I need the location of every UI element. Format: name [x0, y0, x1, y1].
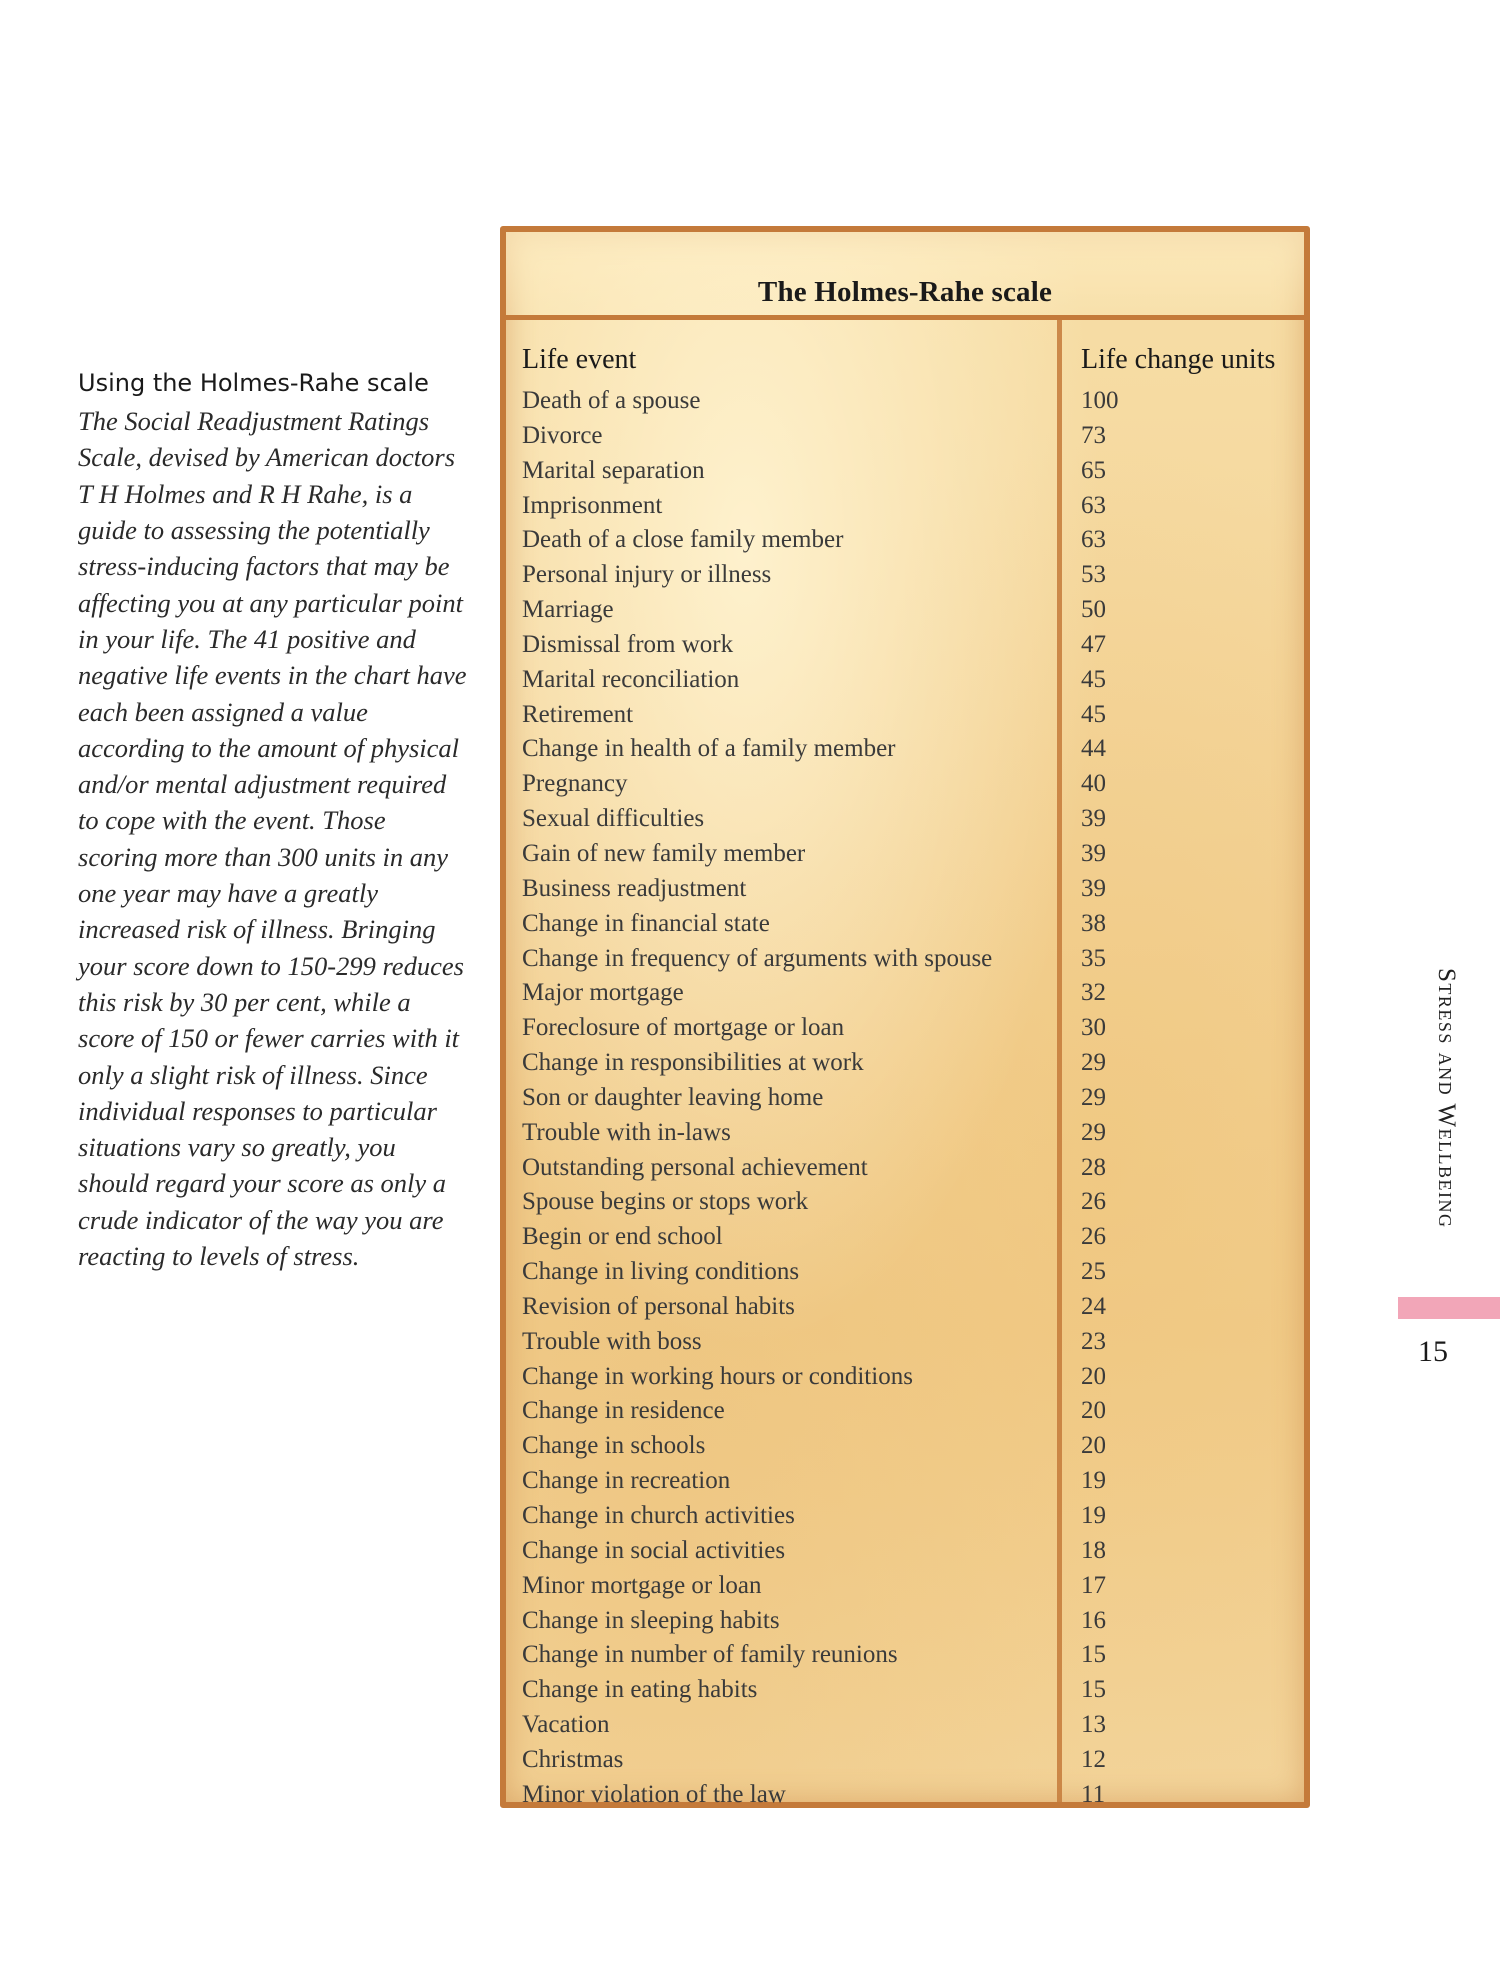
- table-row: [506, 1325, 1304, 1360]
- table-row: [506, 1778, 1304, 1813]
- life-event: Outstanding personal achievement: [522, 1153, 868, 1181]
- table-row: [506, 767, 1304, 802]
- life-change-units: 20: [1081, 1362, 1106, 1390]
- life-event: Change in number of family reunions: [522, 1641, 898, 1669]
- life-event: Death of a close family member: [522, 526, 844, 554]
- life-event: Divorce: [522, 421, 603, 449]
- column-header-units: Life change units: [1081, 344, 1276, 375]
- life-change-units: 20: [1081, 1432, 1106, 1460]
- life-change-units: 29: [1081, 1118, 1106, 1146]
- table-row: [506, 1464, 1304, 1499]
- table-title: The Holmes-Rahe scale: [757, 276, 1053, 308]
- life-event: Vacation: [522, 1711, 610, 1739]
- life-change-units: 45: [1081, 700, 1106, 728]
- life-event: Change in recreation: [522, 1467, 731, 1495]
- life-change-units: 15: [1081, 1676, 1106, 1704]
- table-row: [506, 1534, 1304, 1569]
- life-change-units: 65: [1081, 456, 1106, 484]
- life-change-units: 44: [1081, 735, 1106, 763]
- life-event: Sexual difficulties: [522, 805, 705, 833]
- section-label-text: Stress and Wellbeing: [1433, 968, 1460, 1229]
- life-event: Change in church activities: [522, 1502, 795, 1529]
- life-change-units: 28: [1081, 1153, 1106, 1181]
- table-row: [506, 1151, 1304, 1186]
- life-event: Change in social activities: [522, 1536, 786, 1564]
- table-row: [506, 1255, 1304, 1290]
- table-row: [506, 454, 1304, 489]
- life-change-units: 26: [1081, 1188, 1106, 1216]
- table-row: [506, 976, 1304, 1011]
- table-row: [506, 837, 1304, 872]
- table-row: [506, 942, 1304, 977]
- section-tab-marker: [1398, 1297, 1500, 1319]
- life-event: Spouse begins or stops work: [522, 1188, 809, 1216]
- life-event: Change in health of a family member: [522, 735, 896, 763]
- life-event: Revision of personal habits: [522, 1292, 795, 1320]
- life-event: Pregnancy: [522, 770, 628, 798]
- life-event: Business readjustment: [522, 874, 747, 902]
- table-row: [506, 1569, 1304, 1604]
- life-change-units: 53: [1081, 561, 1106, 589]
- table-row: [506, 593, 1304, 628]
- life-change-units: 39: [1081, 839, 1106, 867]
- table-row: [506, 558, 1304, 593]
- life-change-units: 11: [1081, 1780, 1106, 1808]
- table-row: [506, 802, 1304, 837]
- table-row: [506, 1743, 1304, 1778]
- life-change-units: 19: [1081, 1502, 1106, 1529]
- life-change-units: 45: [1081, 665, 1106, 693]
- life-change-units: 50: [1081, 596, 1106, 624]
- column-header-event: Life event: [522, 344, 637, 375]
- life-event: Trouble with in-laws: [522, 1118, 731, 1146]
- table-row: [506, 1499, 1304, 1534]
- life-change-units: 16: [1081, 1606, 1106, 1634]
- life-change-units: 39: [1081, 874, 1106, 902]
- life-change-units: 63: [1081, 526, 1106, 554]
- table-row: [506, 732, 1304, 767]
- table-row: [506, 663, 1304, 698]
- table-row: [506, 1604, 1304, 1639]
- life-change-units: 32: [1081, 979, 1106, 1007]
- life-event: Marriage: [522, 596, 614, 624]
- life-event: Christmas: [522, 1745, 624, 1773]
- table-row: [506, 1708, 1304, 1743]
- life-change-units: 30: [1081, 1014, 1106, 1042]
- life-event: Gain of new family member: [522, 839, 806, 867]
- table-row: [506, 1011, 1304, 1046]
- life-event: Death of a spouse: [522, 387, 701, 414]
- life-event: Change in responsibilities at work: [522, 1049, 864, 1077]
- life-change-units: 29: [1081, 1049, 1106, 1077]
- life-change-units: 23: [1081, 1327, 1106, 1355]
- life-change-units: 24: [1081, 1292, 1106, 1320]
- life-event: Marital separation: [522, 456, 705, 484]
- table-row: [506, 1394, 1304, 1429]
- life-change-units: 63: [1081, 491, 1106, 519]
- life-event: Imprisonment: [522, 491, 663, 519]
- life-event: Change in frequency of arguments with spouse: [522, 944, 993, 972]
- life-change-units: 25: [1081, 1258, 1106, 1286]
- life-event: Change in sleeping habits: [522, 1606, 780, 1634]
- table-row: [506, 698, 1304, 733]
- life-event: Change in financial state: [522, 909, 770, 937]
- life-change-units: 47: [1081, 630, 1106, 658]
- life-event: Change in residence: [522, 1397, 725, 1425]
- life-change-units: 26: [1081, 1223, 1106, 1251]
- life-event: Son or daughter leaving home: [522, 1083, 824, 1111]
- table-row: [506, 523, 1304, 558]
- holmes-rahe-table: [500, 226, 1310, 1808]
- life-event: Minor violation of the law: [522, 1780, 786, 1808]
- table-row: [506, 489, 1304, 524]
- life-event: Change in schools: [522, 1432, 706, 1460]
- sidebar-heading: Using the Holmes-Rahe scale: [78, 369, 429, 397]
- table-row: [506, 1081, 1304, 1116]
- life-event: Major mortgage: [522, 979, 684, 1007]
- table-row: [506, 907, 1304, 942]
- life-event: Change in living conditions: [522, 1258, 800, 1286]
- sidebar-body: The Social Readjustment Ratings Scale, devised by American doctors T H Holmes and R H Rahe, is a guide to assessing the potentially stress-inducing factors that may be affecting you at any particular point in your life. The 41 positive and negative life events in the chart have each been assigned a value according to the amount of physical and/or mental adjustment required to cope with the event. Those scoring more than 300 units in any one year may have a greatly increased risk of illness. Bringing your score down to 150-299 reduces this risk by 30 per cent, while a score of 150 or fewer carries with it only a slight risk of illness. Since individual responses to particular situations vary so greatly, you should regard your score as only a crude indicator of the way you are reacting to levels of stress.: [78, 406, 467, 1272]
- table-row: [506, 1220, 1304, 1255]
- life-event: Trouble with boss: [522, 1327, 702, 1355]
- section-label: [1420, 968, 1460, 1298]
- table-row: [506, 384, 1304, 419]
- table-row: [506, 1185, 1304, 1220]
- life-change-units: 15: [1081, 1641, 1106, 1669]
- life-event: Change in eating habits: [522, 1676, 758, 1704]
- life-event: Personal injury or illness: [522, 561, 772, 589]
- table-row: [506, 1429, 1304, 1464]
- life-change-units: 40: [1081, 770, 1106, 798]
- life-change-units: 39: [1081, 805, 1106, 833]
- life-change-units: 17: [1081, 1571, 1106, 1599]
- life-event: Minor mortgage or loan: [522, 1571, 762, 1599]
- life-change-units: 20: [1081, 1397, 1106, 1425]
- table-row: [506, 1046, 1304, 1081]
- table-row: [506, 1638, 1304, 1673]
- life-change-units: 35: [1081, 944, 1106, 972]
- table-row: [506, 1290, 1304, 1325]
- life-change-units: 13: [1081, 1711, 1106, 1739]
- table-row: [506, 1673, 1304, 1708]
- life-event: Dismissal from work: [522, 630, 734, 658]
- life-change-units: 18: [1081, 1536, 1106, 1564]
- table-row: [506, 1116, 1304, 1151]
- page-number: 15: [1418, 1335, 1448, 1368]
- life-change-units: 19: [1081, 1467, 1106, 1495]
- life-event: Marital reconciliation: [522, 665, 740, 693]
- life-event: Change in working hours or conditions: [522, 1362, 913, 1390]
- table-row: [506, 872, 1304, 907]
- table-row: [506, 1360, 1304, 1395]
- life-event: Retirement: [522, 700, 634, 728]
- life-change-units: 29: [1081, 1083, 1106, 1111]
- table-row: [506, 419, 1304, 454]
- table-row: [506, 628, 1304, 663]
- table-title-bar: [506, 232, 1304, 320]
- life-event: Begin or end school: [522, 1223, 723, 1251]
- life-change-units: 100: [1081, 387, 1119, 414]
- life-change-units: 38: [1081, 909, 1106, 937]
- sidebar-note: [78, 368, 468, 1274]
- table-rows: [506, 384, 1304, 1813]
- life-change-units: 73: [1081, 421, 1106, 449]
- life-change-units: 12: [1081, 1745, 1106, 1773]
- life-event: Foreclosure of mortgage or loan: [522, 1014, 845, 1042]
